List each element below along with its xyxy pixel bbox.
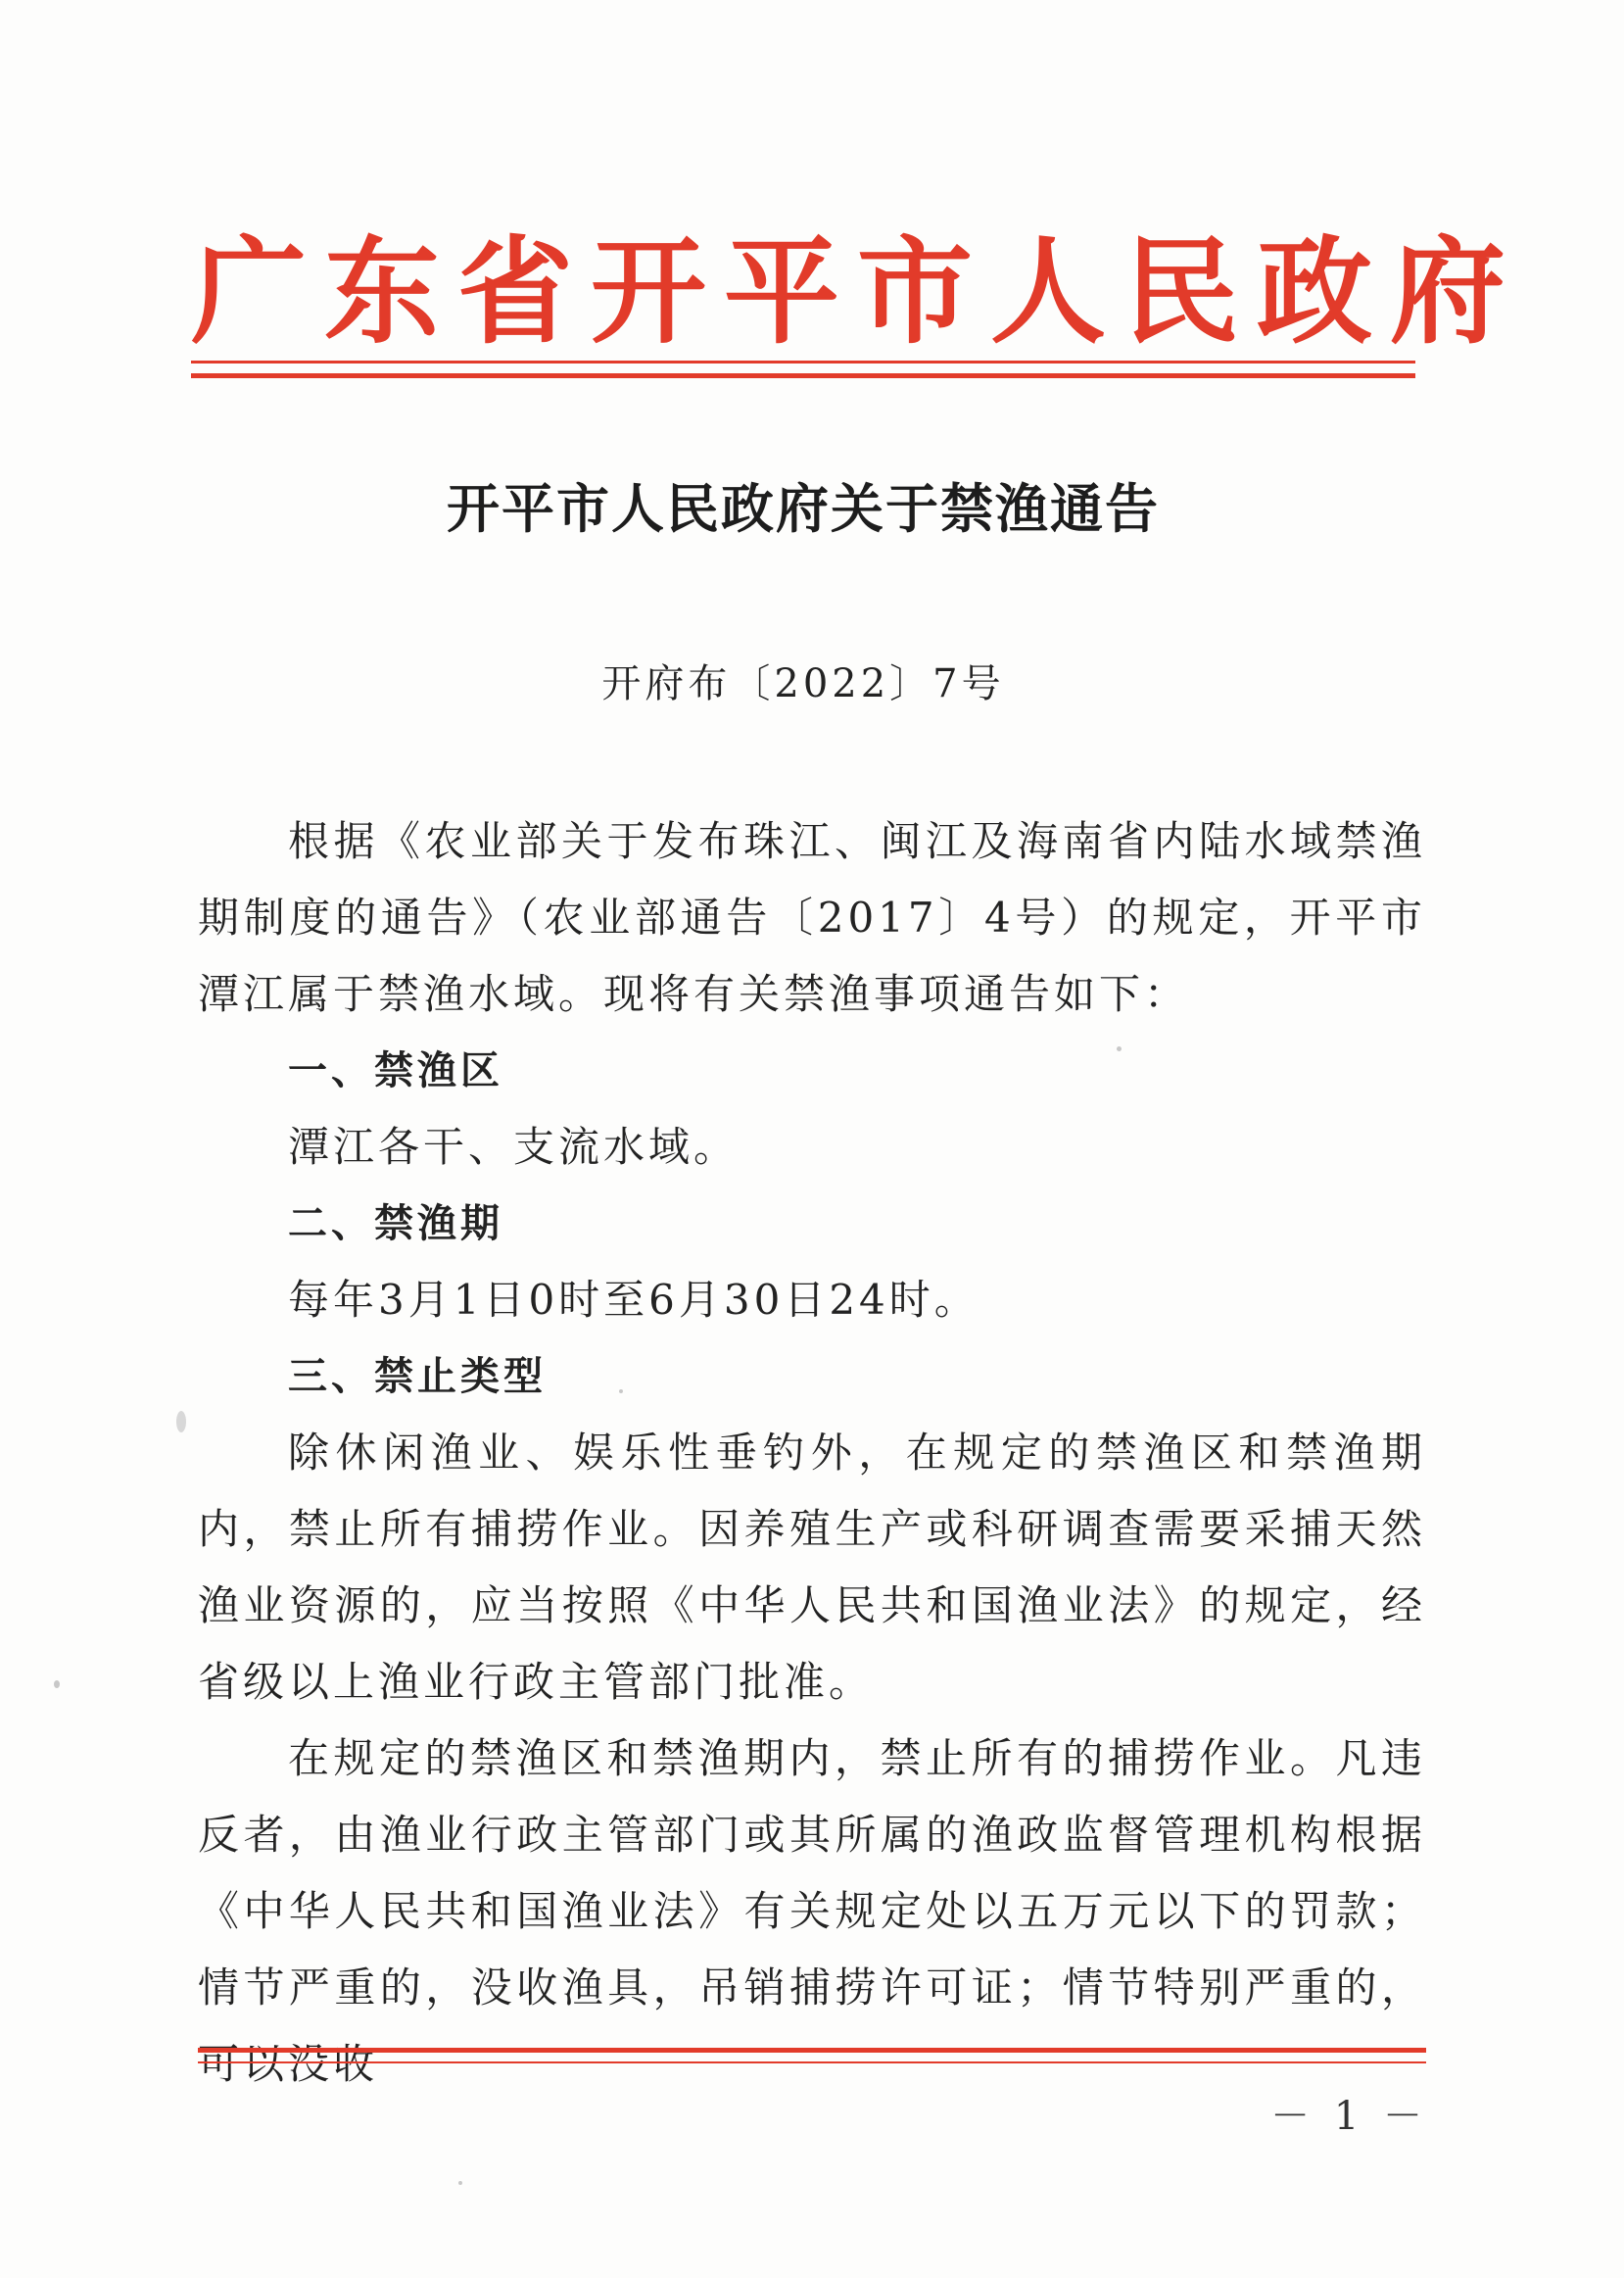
scan-speck [619,1389,623,1393]
section2-heading: 二、禁渔期 [288,1201,503,1246]
scan-speck [176,1411,186,1432]
section3-paragraph-1: 除休闲渔业、娱乐性垂钓外，在规定的禁渔区和禁渔期内，禁止所有捕捞作业。因养殖生产或科研调查需要采捕天然渔业资源的，应当按照《中华人民共和国渔业法》的规定，经省级以上渔业行政主管部门批准。 [198,1429,1426,1706]
masthead-title: 广东省开平市人民政府 [191,223,1524,360]
section3-heading: 三、禁止类型 [288,1354,547,1399]
footer-red-rule [198,2048,1426,2063]
scan-speck [54,1680,60,1688]
section1-text: 潭江各干、支流水域。 [288,1123,740,1171]
page-number: － 1 － [1270,2094,1428,2139]
document-body [198,803,1426,2103]
section2-text: 每年3月1日0时至6月30日24时。 [288,1276,979,1324]
section3-paragraph-2: 在规定的禁渔区和禁渔期内，禁止所有的捕捞作业。凡违反者，由渔业行政主管部门或其所属的渔政监督管理机构根据《中华人民共和国渔业法》有关规定处以五万元以下的罚款；情节严重的，没收渔具，吊销捕捞许可证；情节特别严重的，可以没收 [198,1734,1426,2088]
scan-speck [458,2181,462,2185]
masthead-red-rule [191,361,1415,378]
document-title: 开平市人民政府关于禁渔通告 [447,477,1160,540]
section1-heading: 一、禁渔区 [288,1048,503,1093]
document-number: 开府布〔2022〕7号 [601,661,1005,706]
intro-paragraph: 根据《农业部关于发布珠江、闽江及海南省内陆水域禁渔期制度的通告》（农业部通告〔2017〕4号）的规定，开平市潭江属于禁渔水域。现将有关禁渔事项通告如下： [198,817,1426,1018]
scan-speck [1117,1046,1122,1051]
